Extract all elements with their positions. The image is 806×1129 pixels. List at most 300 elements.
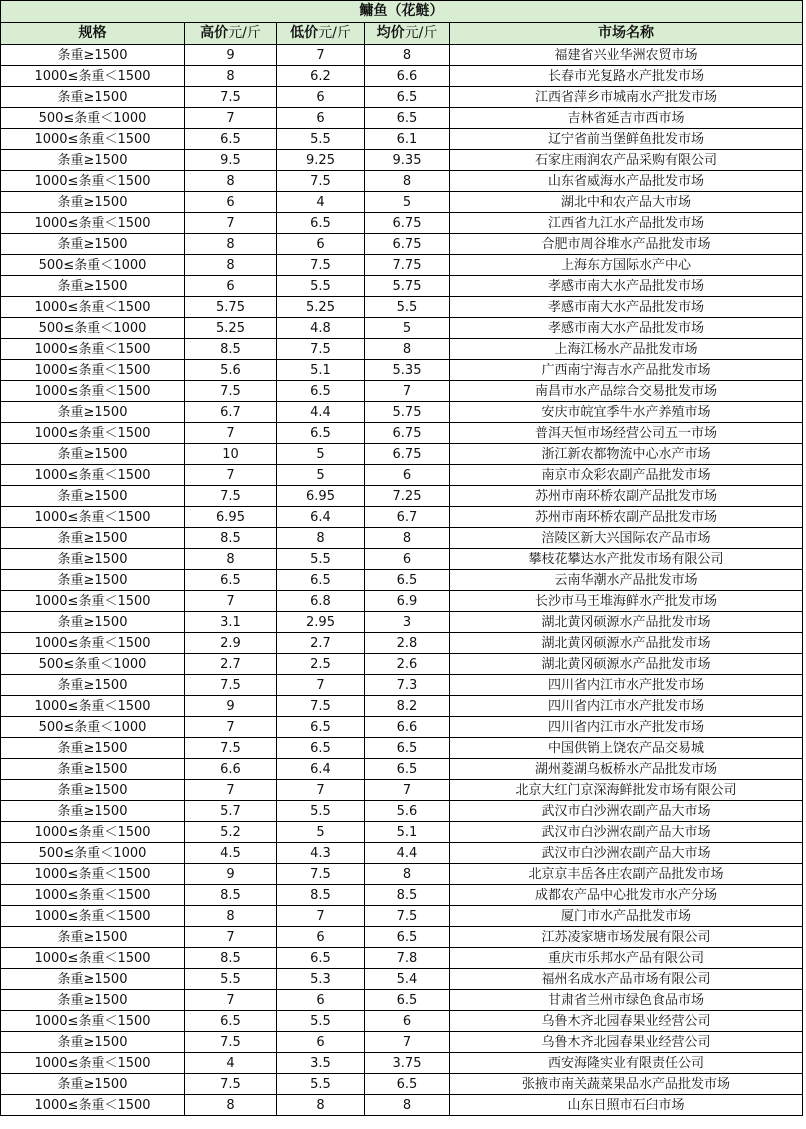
cell-spec: 条重≥1500	[1, 87, 185, 108]
cell-market-name: 甘肃省兰州市绿色食品市场	[450, 990, 803, 1011]
cell-avg-price: 7.8	[365, 948, 450, 969]
cell-avg-price: 8	[365, 171, 450, 192]
cell-market-name: 孝感市南大水产品批发市场	[450, 318, 803, 339]
table-row	[1, 612, 803, 633]
cell-market-name: 山东省威海水产品批发市场	[450, 171, 803, 192]
cell-market-name: 云南华潮水产品批发市场	[450, 570, 803, 591]
header-high-unit: 元/斤	[228, 25, 261, 41]
cell-low-price: 5.5	[277, 549, 365, 570]
cell-avg-price: 6.5	[365, 108, 450, 129]
cell-spec: 条重≥1500	[1, 570, 185, 591]
cell-avg-price: 9.35	[365, 150, 450, 171]
cell-low-price: 8.5	[277, 885, 365, 906]
table-body	[1, 45, 803, 1116]
cell-low-price: 6.8	[277, 591, 365, 612]
cell-high-price: 7.5	[185, 381, 277, 402]
cell-avg-price: 6	[365, 1011, 450, 1032]
cell-low-price: 8	[277, 1095, 365, 1116]
cell-market-name: 广西南宁海吉水产品批发市场	[450, 360, 803, 381]
cell-spec: 条重≥1500	[1, 738, 185, 759]
table-row	[1, 822, 803, 843]
cell-low-price: 7	[277, 675, 365, 696]
cell-low-price: 7.5	[277, 255, 365, 276]
cell-market-name: 孝感市南大水产品批发市场	[450, 276, 803, 297]
cell-avg-price: 5.6	[365, 801, 450, 822]
table-row	[1, 402, 803, 423]
cell-market-name: 湖北中和农产品大市场	[450, 192, 803, 213]
cell-low-price: 6.5	[277, 423, 365, 444]
table-row	[1, 1074, 803, 1095]
cell-high-price: 7.5	[185, 1032, 277, 1053]
cell-high-price: 8.5	[185, 339, 277, 360]
cell-low-price: 6	[277, 234, 365, 255]
table-row	[1, 45, 803, 66]
cell-high-price: 8	[185, 171, 277, 192]
cell-high-price: 8.5	[185, 885, 277, 906]
header-low	[277, 23, 365, 45]
cell-spec: 条重≥1500	[1, 444, 185, 465]
table-row	[1, 969, 803, 990]
cell-avg-price: 3	[365, 612, 450, 633]
table-row	[1, 423, 803, 444]
cell-high-price: 7	[185, 780, 277, 801]
header-market: 市场名称	[450, 23, 803, 45]
table-row	[1, 318, 803, 339]
cell-high-price: 5.6	[185, 360, 277, 381]
cell-low-price: 6.5	[277, 570, 365, 591]
cell-market-name: 攀枝花攀达水产批发市场有限公司	[450, 549, 803, 570]
table-row	[1, 654, 803, 675]
table-row	[1, 108, 803, 129]
cell-market-name: 江西省萍乡市城南水产批发市场	[450, 87, 803, 108]
cell-high-price: 7.5	[185, 486, 277, 507]
cell-spec: 条重≥1500	[1, 990, 185, 1011]
cell-avg-price: 6.9	[365, 591, 450, 612]
cell-avg-price: 4.4	[365, 843, 450, 864]
cell-avg-price: 6.7	[365, 507, 450, 528]
cell-high-price: 7	[185, 990, 277, 1011]
cell-market-name: 长春市光复路水产批发市场	[450, 66, 803, 87]
cell-market-name: 北京大红门京深海鲜批发市场有限公司	[450, 780, 803, 801]
cell-low-price: 7	[277, 906, 365, 927]
cell-avg-price: 5.75	[365, 402, 450, 423]
cell-spec: 条重≥1500	[1, 234, 185, 255]
table-row	[1, 843, 803, 864]
table-row	[1, 276, 803, 297]
cell-spec: 条重≥1500	[1, 528, 185, 549]
table-row	[1, 675, 803, 696]
cell-spec: 1000≤条重＜1500	[1, 360, 185, 381]
cell-avg-price: 5.4	[365, 969, 450, 990]
cell-spec: 500≤条重＜1000	[1, 843, 185, 864]
cell-spec: 条重≥1500	[1, 192, 185, 213]
cell-low-price: 5.5	[277, 1074, 365, 1095]
cell-avg-price: 8.2	[365, 696, 450, 717]
cell-market-name: 湖北黄冈硕源水产品批发市场	[450, 654, 803, 675]
cell-high-price: 7	[185, 591, 277, 612]
table-row	[1, 633, 803, 654]
table-row	[1, 486, 803, 507]
cell-low-price: 4.8	[277, 318, 365, 339]
cell-low-price: 7.5	[277, 864, 365, 885]
cell-market-name: 南京市众彩农副产品批发市场	[450, 465, 803, 486]
cell-spec: 1000≤条重＜1500	[1, 1011, 185, 1032]
cell-high-price: 6.95	[185, 507, 277, 528]
cell-low-price: 2.7	[277, 633, 365, 654]
cell-high-price: 2.7	[185, 654, 277, 675]
cell-high-price: 8	[185, 234, 277, 255]
table-row	[1, 738, 803, 759]
cell-market-name: 长沙市马王堆海鲜水产批发市场	[450, 591, 803, 612]
cell-low-price: 5.5	[277, 129, 365, 150]
table-row	[1, 297, 803, 318]
cell-high-price: 4.5	[185, 843, 277, 864]
table-row	[1, 66, 803, 87]
cell-avg-price: 3.75	[365, 1053, 450, 1074]
cell-avg-price: 6.5	[365, 87, 450, 108]
cell-market-name: 苏州市南环桥农副产品批发市场	[450, 507, 803, 528]
cell-low-price: 6.5	[277, 738, 365, 759]
table-row	[1, 549, 803, 570]
header-spec: 规格	[1, 23, 185, 45]
cell-avg-price: 6.5	[365, 570, 450, 591]
cell-market-name: 乌鲁木齐北园春果业经营公司	[450, 1032, 803, 1053]
cell-high-price: 6.5	[185, 1011, 277, 1032]
cell-market-name: 西安海隆实业有限责任公司	[450, 1053, 803, 1074]
cell-market-name: 张掖市南关蔬菜果品水产品批发市场	[450, 1074, 803, 1095]
cell-market-name: 浙江新农都物流中心水产市场	[450, 444, 803, 465]
cell-avg-price: 8	[365, 1095, 450, 1116]
cell-avg-price: 2.6	[365, 654, 450, 675]
cell-low-price: 3.5	[277, 1053, 365, 1074]
cell-spec: 条重≥1500	[1, 486, 185, 507]
cell-low-price: 6.4	[277, 507, 365, 528]
cell-low-price: 6	[277, 87, 365, 108]
table-row	[1, 801, 803, 822]
cell-low-price: 6.4	[277, 759, 365, 780]
table-row	[1, 591, 803, 612]
cell-high-price: 9	[185, 696, 277, 717]
cell-spec: 1000≤条重＜1500	[1, 885, 185, 906]
cell-low-price: 8	[277, 528, 365, 549]
cell-market-name: 武汉市白沙洲农副产品大市场	[450, 843, 803, 864]
cell-avg-price: 6	[365, 549, 450, 570]
cell-market-name: 江苏凌家塘市场发展有限公司	[450, 927, 803, 948]
cell-spec: 1000≤条重＜1500	[1, 129, 185, 150]
cell-high-price: 6	[185, 192, 277, 213]
cell-avg-price: 5.35	[365, 360, 450, 381]
cell-low-price: 6.5	[277, 717, 365, 738]
cell-low-price: 5	[277, 444, 365, 465]
cell-low-price: 5.5	[277, 1011, 365, 1032]
cell-spec: 条重≥1500	[1, 780, 185, 801]
cell-avg-price: 8	[365, 864, 450, 885]
cell-market-name: 孝感市南大水产品批发市场	[450, 297, 803, 318]
cell-low-price: 5.5	[277, 801, 365, 822]
cell-low-price: 6.95	[277, 486, 365, 507]
cell-spec: 1000≤条重＜1500	[1, 591, 185, 612]
cell-low-price: 5	[277, 465, 365, 486]
header-row	[1, 23, 803, 45]
cell-spec: 条重≥1500	[1, 276, 185, 297]
table-row	[1, 444, 803, 465]
cell-spec: 条重≥1500	[1, 675, 185, 696]
cell-high-price: 8	[185, 1095, 277, 1116]
cell-low-price: 7.5	[277, 171, 365, 192]
cell-low-price: 6	[277, 990, 365, 1011]
cell-low-price: 6.5	[277, 948, 365, 969]
table-row	[1, 234, 803, 255]
cell-avg-price: 7.25	[365, 486, 450, 507]
table-row	[1, 171, 803, 192]
cell-avg-price: 2.8	[365, 633, 450, 654]
cell-market-name: 四川省内江市水产批发市场	[450, 675, 803, 696]
cell-low-price: 7.5	[277, 696, 365, 717]
cell-high-price: 7.5	[185, 675, 277, 696]
table-row	[1, 1095, 803, 1116]
cell-spec: 1000≤条重＜1500	[1, 864, 185, 885]
cell-avg-price: 6.75	[365, 213, 450, 234]
cell-market-name: 湖州菱湖乌板桥水产品批发市场	[450, 759, 803, 780]
cell-market-name: 普洱天恒市场经营公司五一市场	[450, 423, 803, 444]
header-high-label: 高价	[200, 25, 229, 41]
table-row	[1, 465, 803, 486]
header-low-unit: 元/斤	[318, 25, 351, 41]
cell-spec: 条重≥1500	[1, 45, 185, 66]
cell-spec: 500≤条重＜1000	[1, 717, 185, 738]
cell-low-price: 4	[277, 192, 365, 213]
cell-avg-price: 6.5	[365, 759, 450, 780]
cell-low-price: 7	[277, 780, 365, 801]
table-row	[1, 87, 803, 108]
cell-spec: 1000≤条重＜1500	[1, 339, 185, 360]
cell-high-price: 8.5	[185, 948, 277, 969]
cell-high-price: 8	[185, 255, 277, 276]
cell-market-name: 上海江杨水产品批发市场	[450, 339, 803, 360]
cell-market-name: 山东日照市石臼市场	[450, 1095, 803, 1116]
cell-avg-price: 6.6	[365, 66, 450, 87]
cell-spec: 条重≥1500	[1, 927, 185, 948]
cell-avg-price: 6.5	[365, 927, 450, 948]
cell-low-price: 6	[277, 927, 365, 948]
cell-high-price: 5.5	[185, 969, 277, 990]
cell-avg-price: 8.5	[365, 885, 450, 906]
table-row	[1, 1032, 803, 1053]
cell-avg-price: 7	[365, 381, 450, 402]
cell-high-price: 10	[185, 444, 277, 465]
cell-market-name: 吉林省延吉市西市场	[450, 108, 803, 129]
cell-high-price: 5.2	[185, 822, 277, 843]
cell-avg-price: 8	[365, 339, 450, 360]
table-row	[1, 864, 803, 885]
table-row	[1, 948, 803, 969]
cell-avg-price: 8	[365, 528, 450, 549]
cell-spec: 1000≤条重＜1500	[1, 381, 185, 402]
cell-low-price: 6.5	[277, 381, 365, 402]
cell-low-price: 5.5	[277, 276, 365, 297]
cell-market-name: 北京京丰岳各庄农副产品批发市场	[450, 864, 803, 885]
cell-market-name: 中国供销上饶农产品交易城	[450, 738, 803, 759]
cell-market-name: 上海东方国际水产中心	[450, 255, 803, 276]
cell-high-price: 6.6	[185, 759, 277, 780]
cell-spec: 1000≤条重＜1500	[1, 633, 185, 654]
header-avg	[365, 23, 450, 45]
cell-avg-price: 7	[365, 1032, 450, 1053]
cell-market-name: 石家庄雨润农产品采购有限公司	[450, 150, 803, 171]
header-avg-unit: 元/斤	[404, 25, 438, 41]
cell-avg-price: 5.5	[365, 297, 450, 318]
cell-avg-price: 5.1	[365, 822, 450, 843]
cell-market-name: 福州名成水产品市场有限公司	[450, 969, 803, 990]
cell-high-price: 8.5	[185, 528, 277, 549]
table-row	[1, 906, 803, 927]
header-high	[185, 23, 277, 45]
cell-avg-price: 6.1	[365, 129, 450, 150]
cell-avg-price: 6.5	[365, 990, 450, 1011]
cell-spec: 500≤条重＜1000	[1, 318, 185, 339]
cell-spec: 条重≥1500	[1, 150, 185, 171]
cell-spec: 1000≤条重＜1500	[1, 213, 185, 234]
cell-low-price: 9.25	[277, 150, 365, 171]
cell-market-name: 福建省兴业华洲农贸市场	[450, 45, 803, 66]
cell-high-price: 3.1	[185, 612, 277, 633]
table-row	[1, 381, 803, 402]
cell-spec: 1000≤条重＜1500	[1, 507, 185, 528]
cell-low-price: 7.5	[277, 339, 365, 360]
cell-spec: 1000≤条重＜1500	[1, 696, 185, 717]
cell-high-price: 8	[185, 906, 277, 927]
table-row	[1, 990, 803, 1011]
cell-high-price: 9	[185, 864, 277, 885]
cell-low-price: 7	[277, 45, 365, 66]
cell-high-price: 7	[185, 423, 277, 444]
cell-market-name: 武汉市白沙洲农副产品大市场	[450, 801, 803, 822]
cell-avg-price: 8	[365, 45, 450, 66]
table-row	[1, 570, 803, 591]
cell-low-price: 6	[277, 1032, 365, 1053]
cell-low-price: 6.2	[277, 66, 365, 87]
cell-market-name: 武汉市白沙洲农副产品大市场	[450, 822, 803, 843]
cell-spec: 500≤条重＜1000	[1, 654, 185, 675]
cell-low-price: 4.3	[277, 843, 365, 864]
cell-avg-price: 7	[365, 780, 450, 801]
cell-avg-price: 6	[365, 465, 450, 486]
cell-avg-price: 5	[365, 192, 450, 213]
title-row	[1, 1, 803, 23]
cell-market-name: 湖北黄冈硕源水产品批发市场	[450, 633, 803, 654]
table-row	[1, 213, 803, 234]
cell-avg-price: 6.6	[365, 717, 450, 738]
cell-spec: 1000≤条重＜1500	[1, 948, 185, 969]
table-title: 鳙鱼（花鲢）	[1, 1, 803, 23]
cell-avg-price: 5.75	[365, 276, 450, 297]
cell-avg-price: 6.75	[365, 234, 450, 255]
table-row	[1, 528, 803, 549]
cell-market-name: 四川省内江市水产批发市场	[450, 717, 803, 738]
cell-market-name: 南昌市水产品综合交易批发市场	[450, 381, 803, 402]
table-row	[1, 339, 803, 360]
cell-low-price: 5.25	[277, 297, 365, 318]
table-row	[1, 885, 803, 906]
cell-market-name: 苏州市南环桥农副产品批发市场	[450, 486, 803, 507]
table-row	[1, 1011, 803, 1032]
cell-market-name: 四川省内江市水产批发市场	[450, 696, 803, 717]
cell-spec: 条重≥1500	[1, 801, 185, 822]
header-low-label: 低价	[290, 25, 319, 41]
cell-spec: 1000≤条重＜1500	[1, 465, 185, 486]
cell-spec: 1000≤条重＜1500	[1, 171, 185, 192]
table-row	[1, 927, 803, 948]
cell-high-price: 5.75	[185, 297, 277, 318]
cell-high-price: 7	[185, 108, 277, 129]
cell-avg-price: 6.5	[365, 738, 450, 759]
cell-avg-price: 6.5	[365, 1074, 450, 1095]
cell-market-name: 合肥市周谷堆水产品批发市场	[450, 234, 803, 255]
cell-spec: 条重≥1500	[1, 1032, 185, 1053]
cell-market-name: 重庆市乐邦水产品有限公司	[450, 948, 803, 969]
table-row	[1, 360, 803, 381]
table-row	[1, 255, 803, 276]
cell-high-price: 6.5	[185, 129, 277, 150]
cell-avg-price: 7.5	[365, 906, 450, 927]
cell-market-name: 辽宁省前当堡鲜鱼批发市场	[450, 129, 803, 150]
cell-spec: 500≤条重＜1000	[1, 108, 185, 129]
cell-high-price: 5.25	[185, 318, 277, 339]
cell-spec: 1000≤条重＜1500	[1, 906, 185, 927]
table-row	[1, 150, 803, 171]
table-row	[1, 507, 803, 528]
cell-low-price: 6.5	[277, 213, 365, 234]
cell-spec: 1000≤条重＜1500	[1, 822, 185, 843]
cell-market-name: 湖北黄冈硕源水产品批发市场	[450, 612, 803, 633]
cell-spec: 1000≤条重＜1500	[1, 423, 185, 444]
cell-high-price: 7	[185, 213, 277, 234]
cell-avg-price: 6.75	[365, 423, 450, 444]
cell-market-name: 安庆市皖宜季牛水产养殖市场	[450, 402, 803, 423]
cell-spec: 条重≥1500	[1, 969, 185, 990]
table-row	[1, 717, 803, 738]
cell-high-price: 7.5	[185, 1074, 277, 1095]
cell-market-name: 涪陵区新大兴国际农产品市场	[450, 528, 803, 549]
cell-low-price: 2.5	[277, 654, 365, 675]
cell-spec: 条重≥1500	[1, 759, 185, 780]
cell-market-name: 江西省九江水产品批发市场	[450, 213, 803, 234]
cell-high-price: 9	[185, 45, 277, 66]
cell-market-name: 厦门市水产品批发市场	[450, 906, 803, 927]
cell-high-price: 7.5	[185, 87, 277, 108]
cell-market-name: 成都农产品中心批发市水产分场	[450, 885, 803, 906]
cell-low-price: 5	[277, 822, 365, 843]
cell-high-price: 7	[185, 465, 277, 486]
cell-spec: 500≤条重＜1000	[1, 255, 185, 276]
cell-high-price: 6.7	[185, 402, 277, 423]
cell-avg-price: 7.3	[365, 675, 450, 696]
header-avg-label: 均价	[376, 25, 405, 41]
table-row	[1, 192, 803, 213]
cell-spec: 1000≤条重＜1500	[1, 66, 185, 87]
table-row	[1, 129, 803, 150]
cell-high-price: 7.5	[185, 738, 277, 759]
cell-spec: 条重≥1500	[1, 402, 185, 423]
cell-low-price: 2.95	[277, 612, 365, 633]
cell-avg-price: 5	[365, 318, 450, 339]
cell-high-price: 2.9	[185, 633, 277, 654]
cell-low-price: 4.4	[277, 402, 365, 423]
cell-high-price: 7	[185, 927, 277, 948]
cell-avg-price: 7.75	[365, 255, 450, 276]
table-row	[1, 780, 803, 801]
table-row	[1, 1053, 803, 1074]
